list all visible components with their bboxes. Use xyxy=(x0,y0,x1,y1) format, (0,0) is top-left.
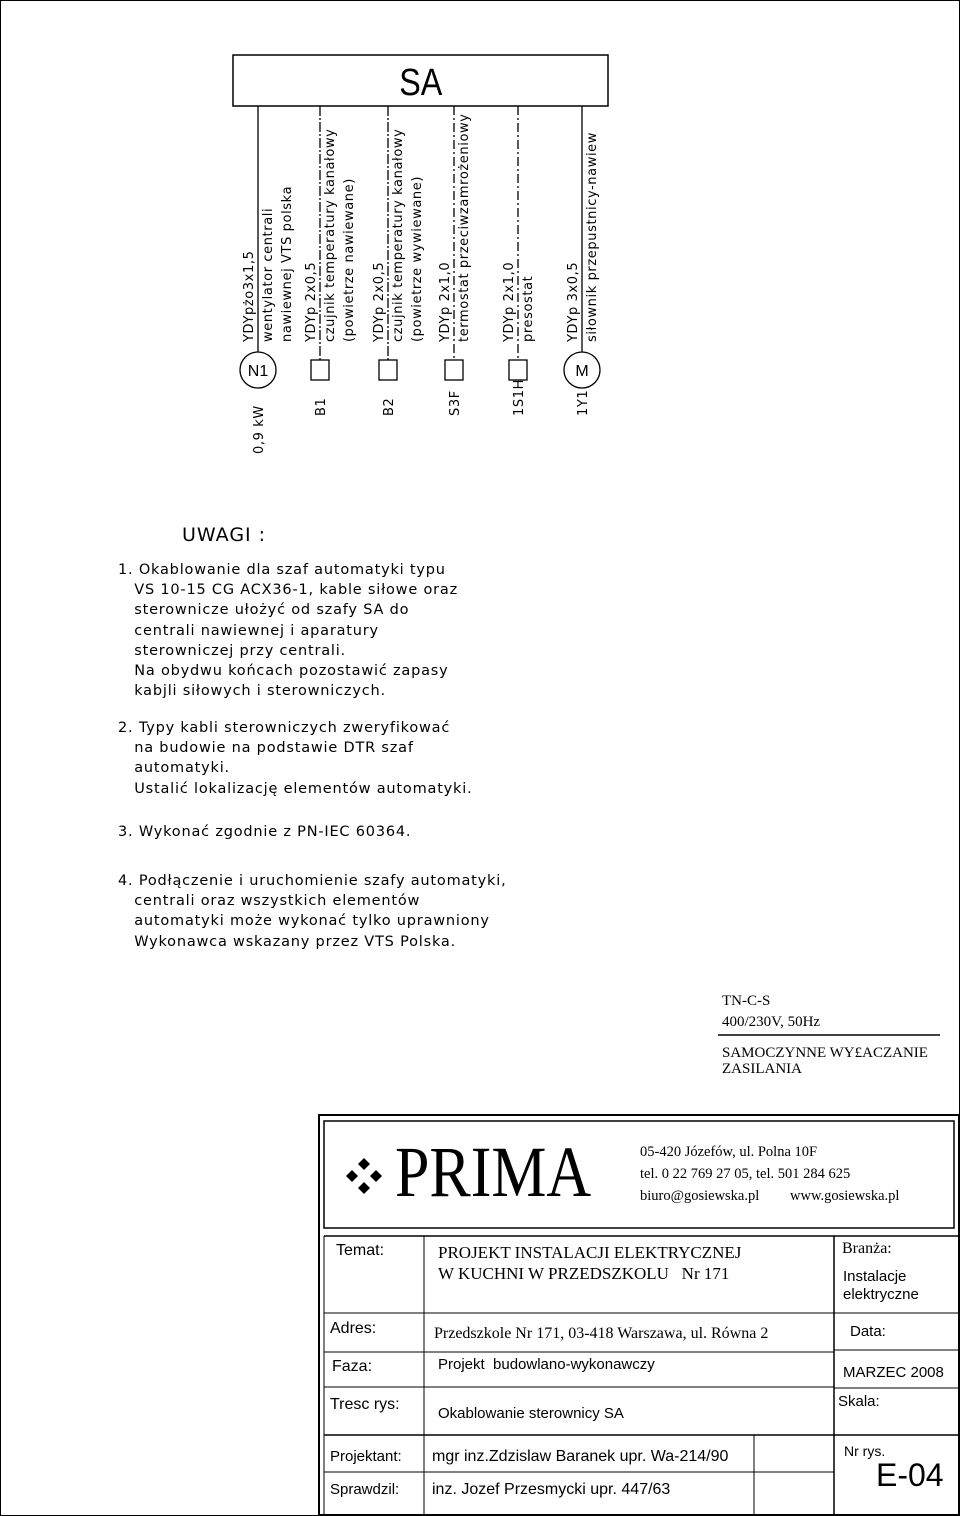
device-description: presostat xyxy=(521,275,536,342)
cable-type: YDYp 2x0,5 xyxy=(372,261,387,342)
projektant-value: mgr inz.Zdzislaw Baranek upr. Wa-214/90 xyxy=(432,1448,729,1465)
device-description: wentylator centrali xyxy=(261,207,276,342)
device-tag: 1S1H xyxy=(512,379,527,416)
branza-label: Branża: xyxy=(842,1240,892,1257)
branza-line2: elektryczne xyxy=(843,1286,919,1303)
supply-switch-line2: ZASILANIA xyxy=(722,1061,802,1077)
note-line: na budowie na podstawie DTR szaf xyxy=(118,740,414,757)
temat-line2: W KUCHNI W PRZEDSZKOLU Nr 171 xyxy=(438,1264,730,1283)
supply-voltage: 400/230V, 50Hz xyxy=(722,1014,821,1030)
note-line: automatyki może wykonać tylko uprawniony xyxy=(118,913,490,930)
note-line: sterownicze ułożyć od szafy SA do xyxy=(118,602,410,619)
cable-type: YDYp 2x0,5 xyxy=(304,261,319,342)
company-email: biuro@gosiewska.pl xyxy=(640,1188,760,1204)
tresc-label: Tresc rys: xyxy=(330,1396,400,1413)
sprawdzil-label: Sprawdzil: xyxy=(330,1481,400,1498)
device-description: czujnik temperatury kanałowy xyxy=(323,128,338,342)
adres-value: Przedszkole Nr 171, 03-418 Warszawa, ul. Równa 2 xyxy=(434,1325,769,1342)
device-symbol xyxy=(509,360,527,380)
note-line: centrali oraz wszystkich elementów xyxy=(118,893,421,910)
cable-type: YDYpżo3x1,5 xyxy=(242,250,257,342)
device-tag: B2 xyxy=(382,397,397,416)
faza-label: Faza: xyxy=(332,1358,373,1375)
motor-label: N1 xyxy=(247,363,269,380)
note-line: 4. Podłączenie i uruchomienie szafy automatyki, xyxy=(118,873,507,889)
data-value: MARZEC 2008 xyxy=(843,1364,944,1381)
note-line: centrali nawiewnej i aparatury xyxy=(118,622,379,639)
note-line: Wykonawca wskazany przez VTS Polska. xyxy=(118,933,456,950)
device-symbol xyxy=(379,360,397,380)
faza-value: Projekt budowlano-wykonawczy xyxy=(438,1356,655,1373)
tresc-value: Okablowanie sterownicy SA xyxy=(438,1405,624,1422)
notes-heading: UWAGI : xyxy=(182,524,267,546)
company-web: www.gosiewska.pl xyxy=(790,1188,900,1204)
note-line: kabjli siłowych i sterowniczych. xyxy=(118,683,386,700)
note-line: Ustalić lokalizację elementów automatyki. xyxy=(118,780,473,797)
device-description-2: (powietrze wywiewane) xyxy=(410,176,425,342)
motor-label: M xyxy=(575,363,589,380)
note-line: 3. Wykonać zgodnie z PN-IEC 60364. xyxy=(118,824,412,840)
device-symbol xyxy=(445,360,463,380)
adres-label: Adres: xyxy=(330,1320,377,1337)
temat-line1: PROJEKT INSTALACJI ELEKTRYCZNEJ xyxy=(438,1243,742,1262)
cable-type: YDYp 2x1,0 xyxy=(502,261,517,342)
device-description-2: nawiewnej VTS polska xyxy=(280,185,295,342)
circuit-group xyxy=(240,106,600,454)
note-line: 1. Okablowanie dla szaf automatyki typu xyxy=(118,562,446,578)
data-label: Data: xyxy=(850,1323,886,1340)
supply-system: TN-C-S xyxy=(722,993,771,1009)
note-line: VS 10-15 CG ACX36-1, kable siłowe oraz xyxy=(118,582,459,599)
cable-type: YDYp 2x1,0 xyxy=(438,261,453,342)
note-line: automatyki. xyxy=(118,760,230,777)
supply-switch-line1: SAMOCZYNNE WY£ACZANIE xyxy=(722,1045,928,1061)
device-description: czujnik temperatury kanałowy xyxy=(391,128,406,342)
device-tag: S3F xyxy=(448,390,463,416)
temat-label: Temat: xyxy=(336,1242,385,1259)
note-line: Na obydwu końcach pozostawić zapasy xyxy=(118,663,449,679)
projektant-label: Projektant: xyxy=(330,1448,402,1465)
device-description-2: (powietrze nawiewane) xyxy=(342,178,357,342)
cable-type: YDYp 3x0,5 xyxy=(566,261,581,342)
cabinet-title: SA xyxy=(399,61,443,104)
prima-logo-icon xyxy=(346,1158,382,1194)
branza-line1: Instalacje xyxy=(843,1268,907,1285)
skala-label: Skala: xyxy=(838,1393,880,1410)
note-line: sterowniczej przy centrali. xyxy=(118,642,346,659)
nr-value: E-04 xyxy=(876,1457,944,1493)
power-rating: 0,9 kW xyxy=(252,405,267,454)
sprawdzil-value: inz. Jozef Przesmycki upr. 447/63 xyxy=(432,1481,671,1498)
device-description: siłownik przepustnicy-nawiew xyxy=(585,132,600,342)
company-phone: tel. 0 22 769 27 05, tel. 501 284 625 xyxy=(640,1166,851,1182)
note-line: 2. Typy kabli sterowniczych zweryfikować xyxy=(118,720,451,736)
device-symbol xyxy=(311,360,329,380)
company-name: PRIMA xyxy=(395,1132,592,1212)
device-description: termostat przeciwzamrożeniowy xyxy=(457,113,472,342)
device-tag: B1 xyxy=(314,397,329,416)
nr-label: Nr rys. xyxy=(844,1443,886,1459)
device-tag: 1Y1 xyxy=(576,389,591,416)
company-address: 05-420 Józefów, ul. Polna 10F xyxy=(640,1144,818,1160)
